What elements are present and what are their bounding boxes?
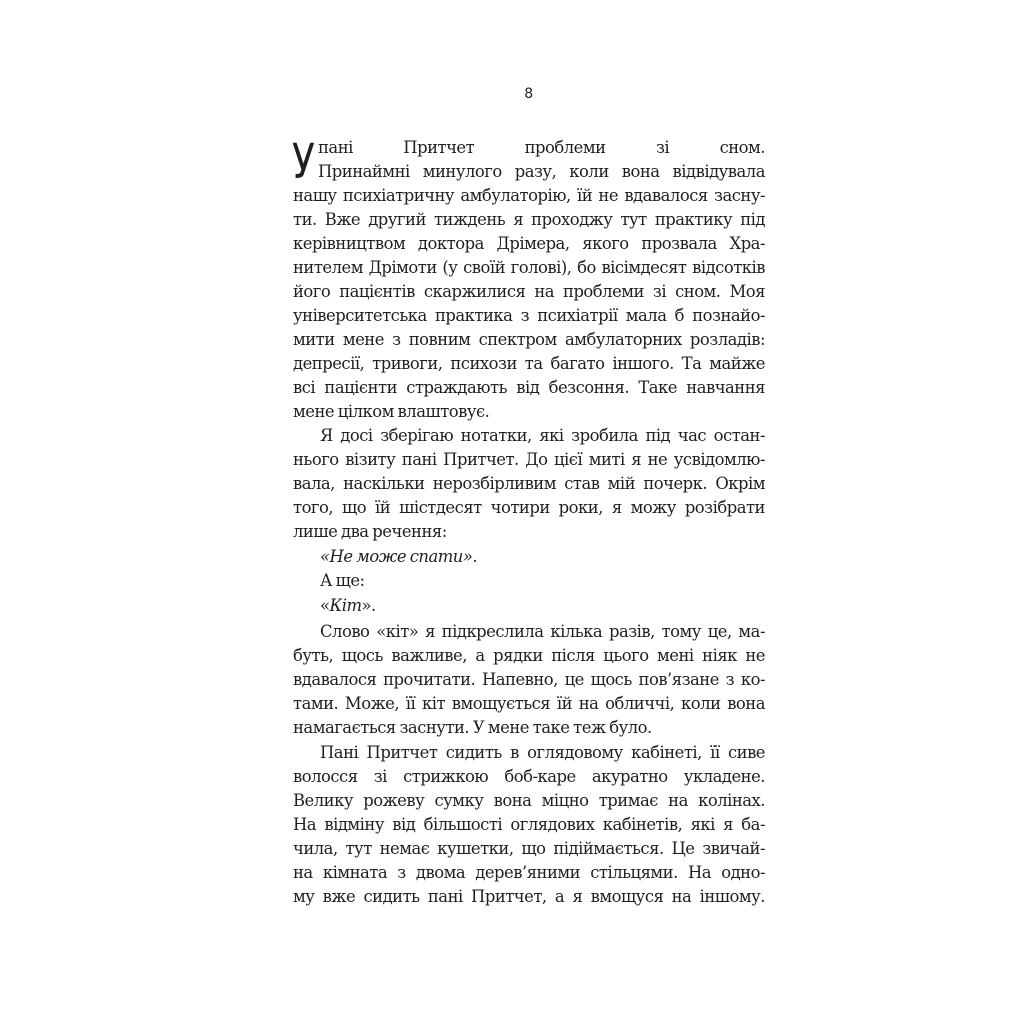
- text-line: нителем Дрімоти (у своїй голові), бо вісімдесят відсотків: [293, 258, 765, 277]
- text-line: волосся зі стрижкою боб-каре акуратно укладене.: [293, 767, 765, 786]
- text-line: пані Притчет проблеми зі сном.: [318, 138, 765, 157]
- text-line: вала, наскільки нерозбірливим став мій почерк. Окрім: [293, 474, 765, 493]
- quote-line: [320, 594, 765, 618]
- text-line: всі пацієнти страждають від безсоння. Таке навчання: [293, 378, 765, 397]
- text-line: лише два речення:: [293, 522, 447, 541]
- quote-open: «: [320, 596, 330, 615]
- text-line: намагається заснути. У мене таке теж було.: [293, 718, 652, 737]
- text-line: нього візиту пані Притчет. До цієї миті я не усвідомлю-: [293, 450, 765, 469]
- text-line: На відміну від більшості оглядових кабінетів, які я ба-: [293, 815, 765, 834]
- text-line: університетська практика з психіатрії мала б познайо-: [293, 306, 765, 325]
- text-line: на кімната з двома дерев’яними стільцями. На одно-: [293, 863, 765, 882]
- text-line: тами. Може, її кіт вмощується їй на обличчі, коли вона: [293, 694, 765, 713]
- text-line: чила, тут немає кушетки, що підіймається. Це звичай-: [293, 839, 765, 858]
- text-line: мити мене з повним спектром амбулаторних розладів:: [293, 330, 765, 349]
- text-line: того, що їй шістдесят чотири роки, я можу розібрати: [293, 498, 765, 517]
- text-line: Велику рожеву сумку вона міцно тримає на колінах.: [293, 791, 765, 810]
- text-line: його пацієнтів скаржилися на проблеми зі сном. Моя: [293, 282, 765, 301]
- text-line: му вже сидить пані Притчет, а я вмощуся на іншому.: [293, 887, 765, 906]
- quote-word: Кіт: [329, 596, 362, 615]
- text-line: ти. Вже другий тиждень я проходжу тут практику під: [293, 210, 765, 229]
- drop-cap: У: [292, 134, 315, 190]
- quote-line: «Не може спати».: [320, 547, 478, 566]
- text-line: Пані Притчет сидить в оглядовому кабінеті, її сиве: [320, 743, 765, 762]
- quote-close: ».: [361, 596, 376, 615]
- text-line: депресії, тривоги, психози та багато іншого. Та майже: [293, 354, 765, 373]
- page-number: 8: [524, 86, 534, 102]
- text-line: буть, щось важливе, а рядки після цього мені ніяк не: [293, 646, 765, 665]
- text-line: А ще:: [320, 571, 365, 590]
- text-line: Принаймні минулого разу, коли вона відвідувала: [318, 162, 765, 181]
- text-line: вдавалося прочитати. Напевно, це щось пов’язане з ко-: [293, 670, 765, 689]
- text-line: Слово «кіт» я підкреслила кілька разів, тому це, ма-: [320, 622, 765, 641]
- text-line: керівництвом доктора Дрімера, якого прозвала Хра-: [293, 234, 765, 253]
- text-line: Я досі зберігаю нотатки, які зробила під час остан-: [320, 426, 765, 445]
- text-line: мене цілком влаштовує.: [293, 402, 490, 421]
- text-line: нашу психіатричну амбулаторію, їй не вдавалося засну-: [293, 186, 765, 205]
